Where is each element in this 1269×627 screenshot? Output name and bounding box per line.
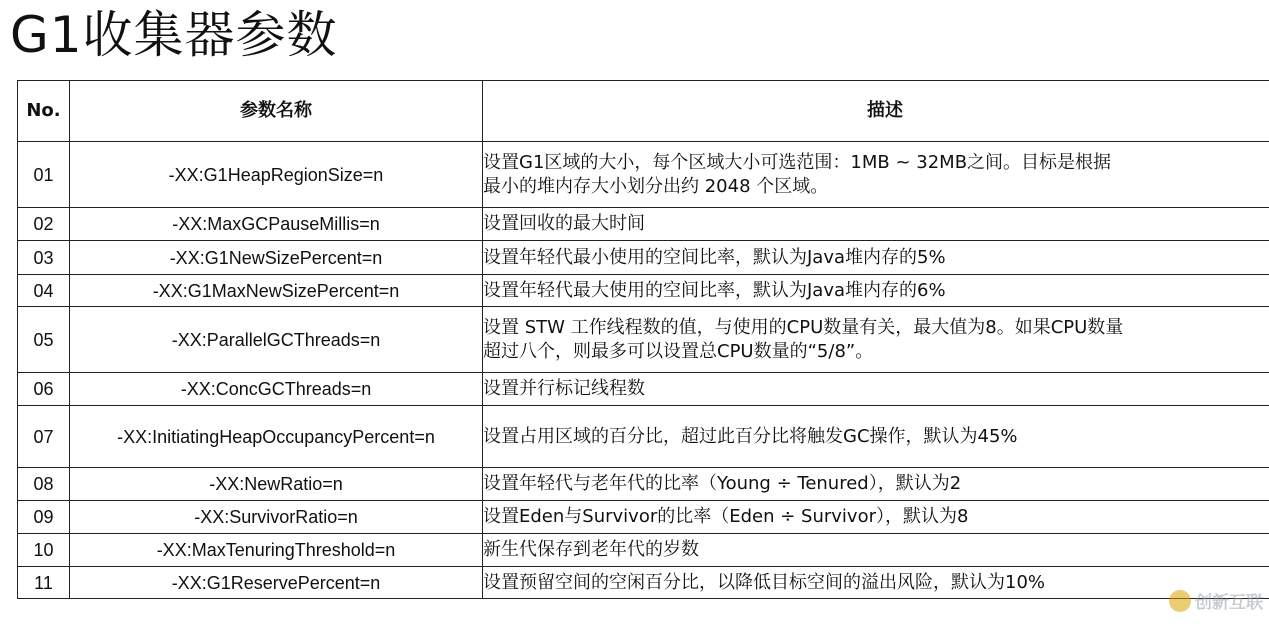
description-line: 设置占用区域的百分比，超过此百分比将触发GC操作，默认为45%	[483, 425, 1018, 447]
parameter-name: -XX:InitiatingHeapOccupancyPercent=n	[70, 406, 483, 468]
parameter-name: -XX:G1ReservePercent=n	[70, 567, 483, 599]
parameter-name: -XX:G1MaxNewSizePercent=n	[70, 275, 483, 307]
description-line: 超过八个，则最多可以设置总CPU数量的“5/8”。	[483, 340, 874, 362]
description-line: 设置年轻代最大使用的空间比率，默认为Java堆内存的6%	[483, 279, 946, 301]
table-row	[18, 567, 1269, 599]
description-line: 设置Eden与Survivor的比率（Eden ÷ Survivor），默认为8	[483, 506, 969, 527]
row-number: 06	[18, 373, 70, 406]
table-row	[18, 241, 1269, 275]
table-row	[18, 534, 1269, 567]
parameter-description	[483, 142, 1269, 208]
brand-logo-icon	[1169, 590, 1191, 612]
table-row	[18, 406, 1269, 468]
description-line: 设置并行标记线程数	[483, 378, 645, 399]
parameter-name: -XX:NewRatio=n	[70, 468, 483, 501]
table-header-row	[18, 81, 1269, 142]
description-line: 新生代保存到老年代的岁数	[483, 539, 699, 560]
row-number: 05	[18, 307, 70, 373]
parameter-description	[483, 534, 1269, 567]
table-row	[18, 501, 1269, 534]
description-line: 最小的堆内存大小划分出约 2048 个区域。	[483, 175, 829, 197]
parameter-description	[483, 307, 1269, 373]
description-line: 设置 STW 工作线程数的值，与使用的CPU数量有关，最大值为8。如果CPU数量	[483, 316, 1124, 338]
parameter-description	[483, 468, 1269, 501]
parameter-description	[483, 208, 1269, 241]
parameter-name: -XX:ParallelGCThreads=n	[70, 307, 483, 373]
parameter-description	[483, 275, 1269, 307]
parameter-description	[483, 501, 1269, 534]
description-line: 设置G1区域的大小，每个区域大小可选范围：1MB ~ 32MB之间。目标是根据	[483, 151, 1112, 173]
row-number: 01	[18, 142, 70, 208]
parameter-name: -XX:G1HeapRegionSize=n	[70, 142, 483, 208]
column-header-name: 参数名称	[70, 81, 483, 142]
description-line: 设置年轻代与老年代的比率（Young ÷ Tenured），默认为2	[483, 473, 962, 494]
parameter-name: -XX:ConcGCThreads=n	[70, 373, 483, 406]
description-line: 设置年轻代最小使用的空间比率，默认为Java堆内存的5%	[483, 246, 946, 268]
row-number: 11	[18, 567, 70, 599]
parameter-description	[483, 406, 1269, 468]
row-number: 04	[18, 275, 70, 307]
row-number: 03	[18, 241, 70, 275]
parameter-description	[483, 241, 1269, 275]
table-row	[18, 373, 1269, 406]
table-row	[18, 208, 1269, 241]
column-header-no: No.	[18, 81, 70, 142]
table-row	[18, 142, 1269, 208]
parameter-name: -XX:G1NewSizePercent=n	[70, 241, 483, 275]
page-title: G1收集器参数	[10, 6, 338, 64]
parameter-table	[17, 80, 1269, 599]
table-row	[18, 468, 1269, 501]
parameter-name: -XX:MaxGCPauseMillis=n	[70, 208, 483, 241]
watermark	[1169, 588, 1263, 613]
watermark-text: 创新互联	[1195, 593, 1263, 613]
row-number: 02	[18, 208, 70, 241]
parameter-description	[483, 373, 1269, 406]
table-body	[18, 142, 1269, 599]
column-header-desc: 描述	[483, 81, 1269, 142]
table-row	[18, 275, 1269, 307]
parameter-name: -XX:SurvivorRatio=n	[70, 501, 483, 534]
description-line: 设置回收的最大时间	[483, 213, 645, 234]
row-number: 09	[18, 501, 70, 534]
row-number: 10	[18, 534, 70, 567]
parameter-name: -XX:MaxTenuringThreshold=n	[70, 534, 483, 567]
parameter-description	[483, 567, 1269, 599]
description-line: 设置预留空间的空闲百分比，以降低目标空间的溢出风险，默认为10%	[483, 571, 1046, 593]
row-number: 07	[18, 406, 70, 468]
row-number: 08	[18, 468, 70, 501]
table-row	[18, 307, 1269, 373]
